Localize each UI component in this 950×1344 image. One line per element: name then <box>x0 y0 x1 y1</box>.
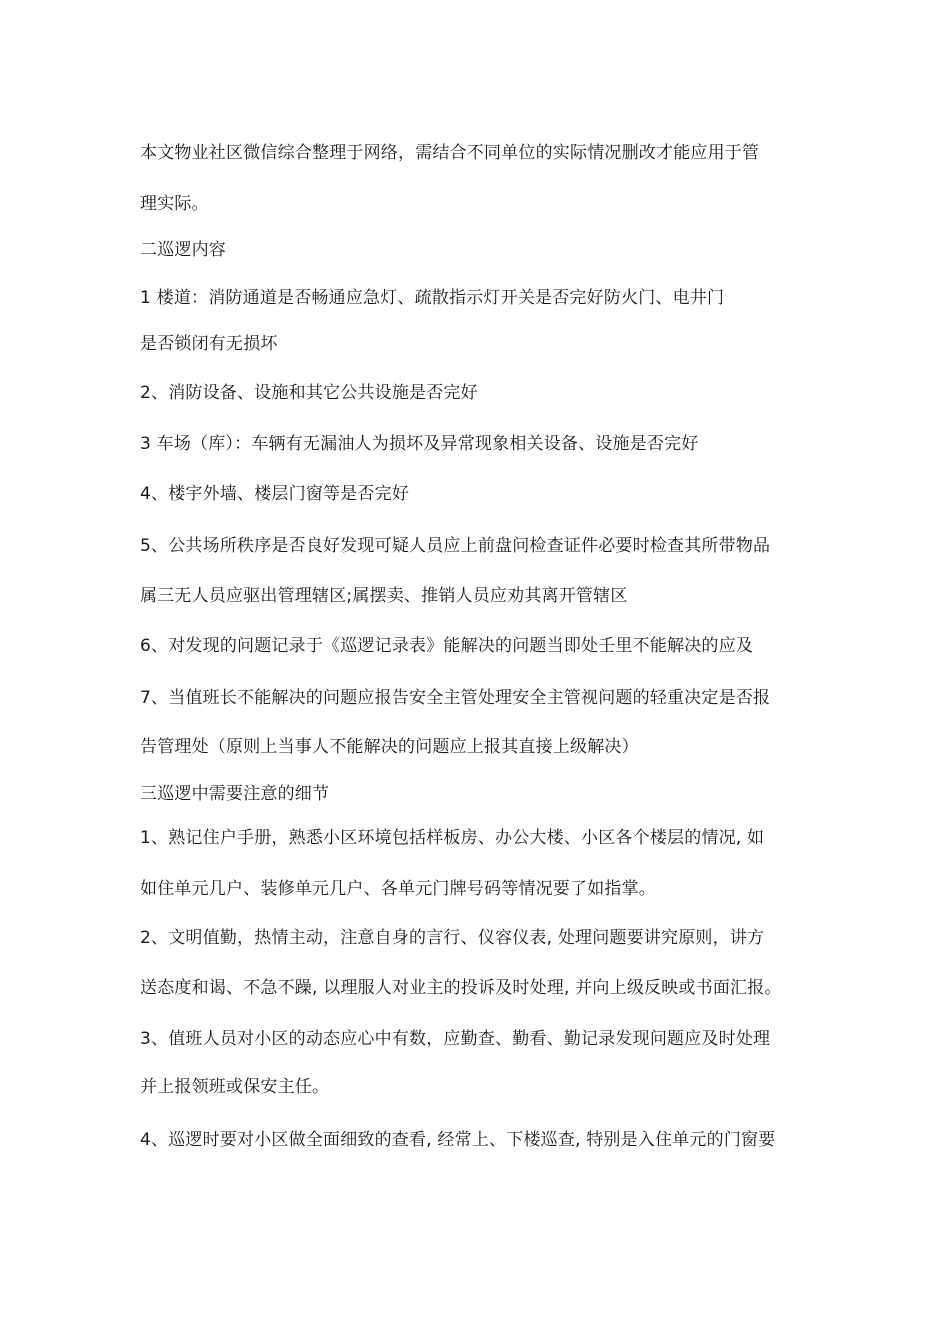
section-heading-patrol-details: 三巡逻中需要注意的细节 <box>140 784 330 804</box>
text-line-intro-2: 理实际。 <box>140 194 209 214</box>
text-line-item-5b: 属三无人员应驱出管理辖区;属摆卖、推销人员应劝其离开管辖区 <box>140 586 628 606</box>
section-heading-patrol-content: 二巡逻内容 <box>140 240 226 260</box>
text-line-item-4: 4、楼宇外墙、楼层门窗等是否完好 <box>140 484 410 504</box>
text-line-detail-4a: 4、巡逻时要对小区做全面细致的查看, 经常上、下楼巡查, 特别是入住单元的门窗要 <box>140 1130 776 1150</box>
text-line-item-7b: 告管理处（原则上当事人不能解决的问题应上报其直接上级解决） <box>140 737 639 757</box>
text-line-item-2: 2、消防设备、设施和其它公共设施是否完好 <box>140 383 478 403</box>
text-line-detail-1a: 1、熟记住户手册，熟悉小区环境包括样板房、办公大楼、小区各个楼层的情况, 如 <box>140 828 765 848</box>
text-line-item-6: 6、对发现的问题记录于《巡逻记录表》能解决的问题当即处壬里不能解决的应及 <box>140 636 754 656</box>
text-line-item-1a: 1 楼道：消防通道是否畅通应急灯、疏散指示灯开关是否完好防火门、电井门 <box>140 288 725 308</box>
text-line-item-5a: 5、公共场所秩序是否良好发现可疑人员应上前盘问检查证件必要时检查其所带物品 <box>140 536 771 556</box>
text-line-detail-2a: 2、文明值勤，热情主动，注意自身的言行、仪容仪表, 处理问题要讲究原则，讲方 <box>140 928 765 948</box>
text-line-detail-3a: 3、值班人员对小区的动态应心中有数，应勤查、勤看、勤记录发现问题应及时处理 <box>140 1029 771 1049</box>
text-line-item-7a: 7、当值班长不能解决的问题应报告安全主管处理安全主管视问题的轻重决定是否报 <box>140 688 771 708</box>
text-line-detail-2b: 送态度和谒、不急不躁, 以理服人对业主的投诉及时处理, 并向上级反映或书面汇报。 <box>140 978 782 998</box>
text-line-detail-3b: 并上报领班或保安主任。 <box>140 1077 330 1097</box>
text-line-intro-1: 本文物业社区微信综合整理于网络，需结合不同单位的实际情况删改才能应用于管 <box>140 143 760 163</box>
text-line-item-3: 3 车场（库）：车辆有无漏油人为损坏及异常现象相关设备、设施是否完好 <box>140 434 699 454</box>
text-line-item-1b: 是否锁闭有无损坏 <box>140 334 278 354</box>
text-line-detail-1b: 如住单元几户、装修单元几户、各单元门牌号码等情况要了如指掌。 <box>140 879 656 899</box>
